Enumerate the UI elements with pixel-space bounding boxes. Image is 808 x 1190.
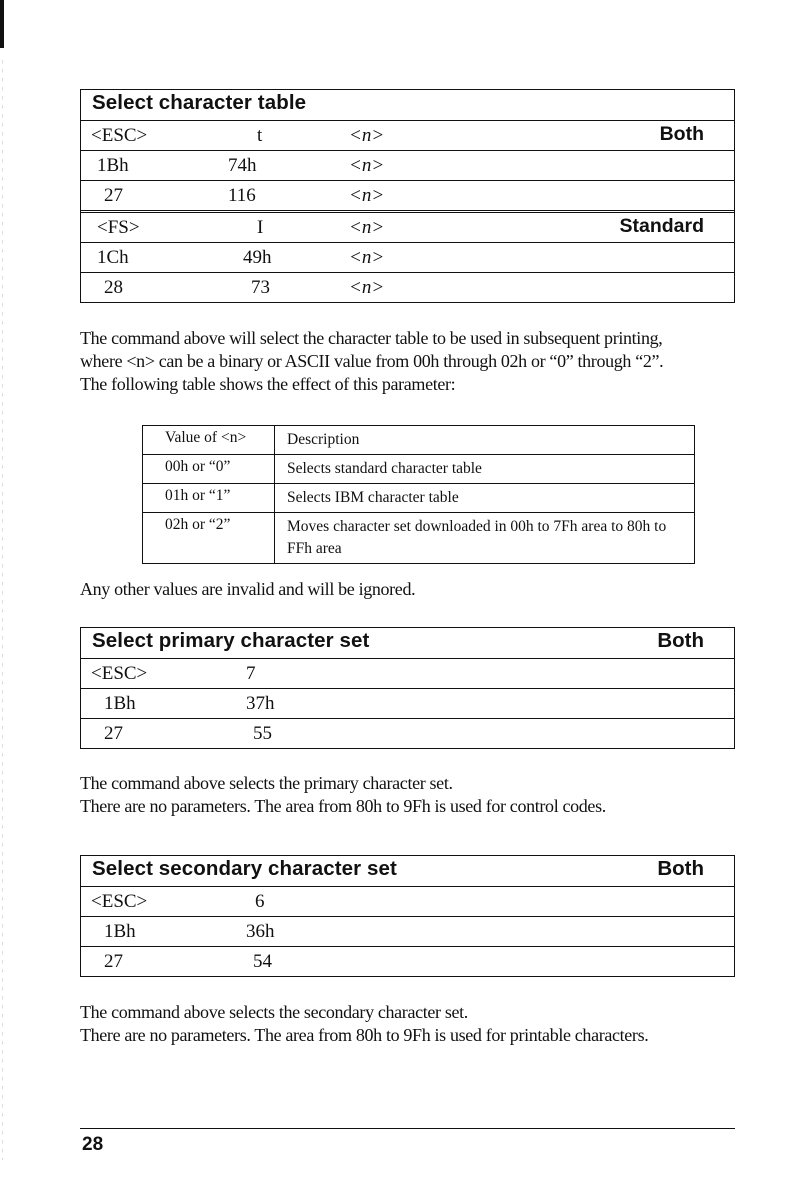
paragraph-line: The command above selects the secondary character set. xyxy=(80,1002,468,1022)
page-number: 28 xyxy=(82,1134,104,1155)
command-code: 1Bh xyxy=(97,155,129,176)
table-cell: 00h or “0” xyxy=(143,455,275,483)
paragraph-secondary-set xyxy=(80,1001,740,1047)
command-code: 27 xyxy=(104,951,123,972)
command-code: 55 xyxy=(253,723,272,744)
command-row xyxy=(81,689,734,719)
paragraph-invalid-values xyxy=(80,578,740,601)
command-row xyxy=(81,887,734,917)
value-table xyxy=(142,425,695,564)
scan-edge-dots xyxy=(2,60,3,1160)
command-box-character-table xyxy=(80,89,735,303)
command-code: <ESC> xyxy=(91,125,148,146)
command-box-secondary-set xyxy=(80,855,735,977)
table-cell: 01h or “1” xyxy=(143,484,275,512)
table-cell: 02h or “2” xyxy=(143,513,275,563)
paragraph-character-table xyxy=(80,327,740,396)
command-header xyxy=(81,856,734,887)
command-code: 28 xyxy=(104,277,123,298)
paragraph-line: The following table shows the effect of this parameter: xyxy=(80,374,456,394)
column-header-value: Value of <n> xyxy=(143,426,275,454)
paragraph-line: The command above will select the character table to be used in subsequent printing, xyxy=(80,328,663,348)
command-code: 1Bh xyxy=(104,921,136,942)
command-row xyxy=(81,947,734,976)
command-row xyxy=(81,213,734,243)
table-row xyxy=(143,484,694,513)
command-mode: Standard xyxy=(619,215,704,237)
table-row xyxy=(143,513,694,563)
command-title: Select secondary character set xyxy=(92,857,397,880)
paragraph-line: Any other values are invalid and will be ignored. xyxy=(80,579,416,599)
command-param: <n> xyxy=(349,155,385,176)
scan-edge-mark xyxy=(0,0,4,48)
command-code: 27 xyxy=(104,185,123,206)
command-param: <n> xyxy=(349,217,385,238)
command-code: 1Bh xyxy=(104,693,136,714)
command-code: <ESC> xyxy=(91,891,148,912)
command-row xyxy=(81,917,734,947)
command-code: <ESC> xyxy=(91,663,148,684)
paragraph-line: There are no parameters. The area from 80h to 9Fh is used for printable characters. xyxy=(80,1025,649,1045)
command-code: I xyxy=(257,217,264,238)
command-title: Select character table xyxy=(92,91,307,114)
paragraph-line: The command above selects the primary character set. xyxy=(80,773,453,793)
command-code: 7 xyxy=(246,663,256,684)
paragraph-primary-set xyxy=(80,772,740,818)
command-param: <n> xyxy=(349,125,385,146)
column-header-description: Description xyxy=(287,431,360,448)
table-cell: Selects standard character table xyxy=(287,460,482,477)
command-row xyxy=(81,181,734,213)
command-code: t xyxy=(257,125,263,146)
command-mode: Both xyxy=(657,629,704,652)
command-code: <FS> xyxy=(97,217,140,238)
command-code: 73 xyxy=(251,277,270,298)
command-mode: Both xyxy=(659,123,704,145)
command-header xyxy=(81,90,734,121)
command-code: 36h xyxy=(246,921,275,942)
command-mode: Both xyxy=(657,857,704,880)
table-cell: Selects IBM character table xyxy=(287,489,459,506)
command-code: 54 xyxy=(253,951,272,972)
command-code: 116 xyxy=(228,185,256,206)
table-header-row xyxy=(143,426,694,455)
command-code: 74h xyxy=(228,155,257,176)
command-row xyxy=(81,273,734,302)
command-row xyxy=(81,243,734,273)
footer-rule xyxy=(80,1128,735,1129)
table-row xyxy=(143,455,694,484)
command-row xyxy=(81,719,734,748)
command-box-primary-set xyxy=(80,627,735,749)
paragraph-line: where <n> can be a binary or ASCII value from 00h through 02h or “0” through “2”. xyxy=(80,351,664,371)
command-param: <n> xyxy=(349,185,385,206)
command-row xyxy=(81,151,734,181)
command-header xyxy=(81,628,734,659)
command-row xyxy=(81,121,734,151)
command-param: <n> xyxy=(349,277,385,298)
command-title: Select primary character set xyxy=(92,629,370,652)
command-code: 1Ch xyxy=(97,247,129,268)
command-code: 37h xyxy=(246,693,275,714)
command-param: <n> xyxy=(349,247,385,268)
table-cell: Moves character set downloaded in 00h to 7Fh area to 80h to FFh area xyxy=(287,518,667,557)
command-code: 27 xyxy=(104,723,123,744)
paragraph-line: There are no parameters. The area from 80h to 9Fh is used for control codes. xyxy=(80,796,606,816)
command-code: 6 xyxy=(255,891,265,912)
command-row xyxy=(81,659,734,689)
command-code: 49h xyxy=(243,247,272,268)
